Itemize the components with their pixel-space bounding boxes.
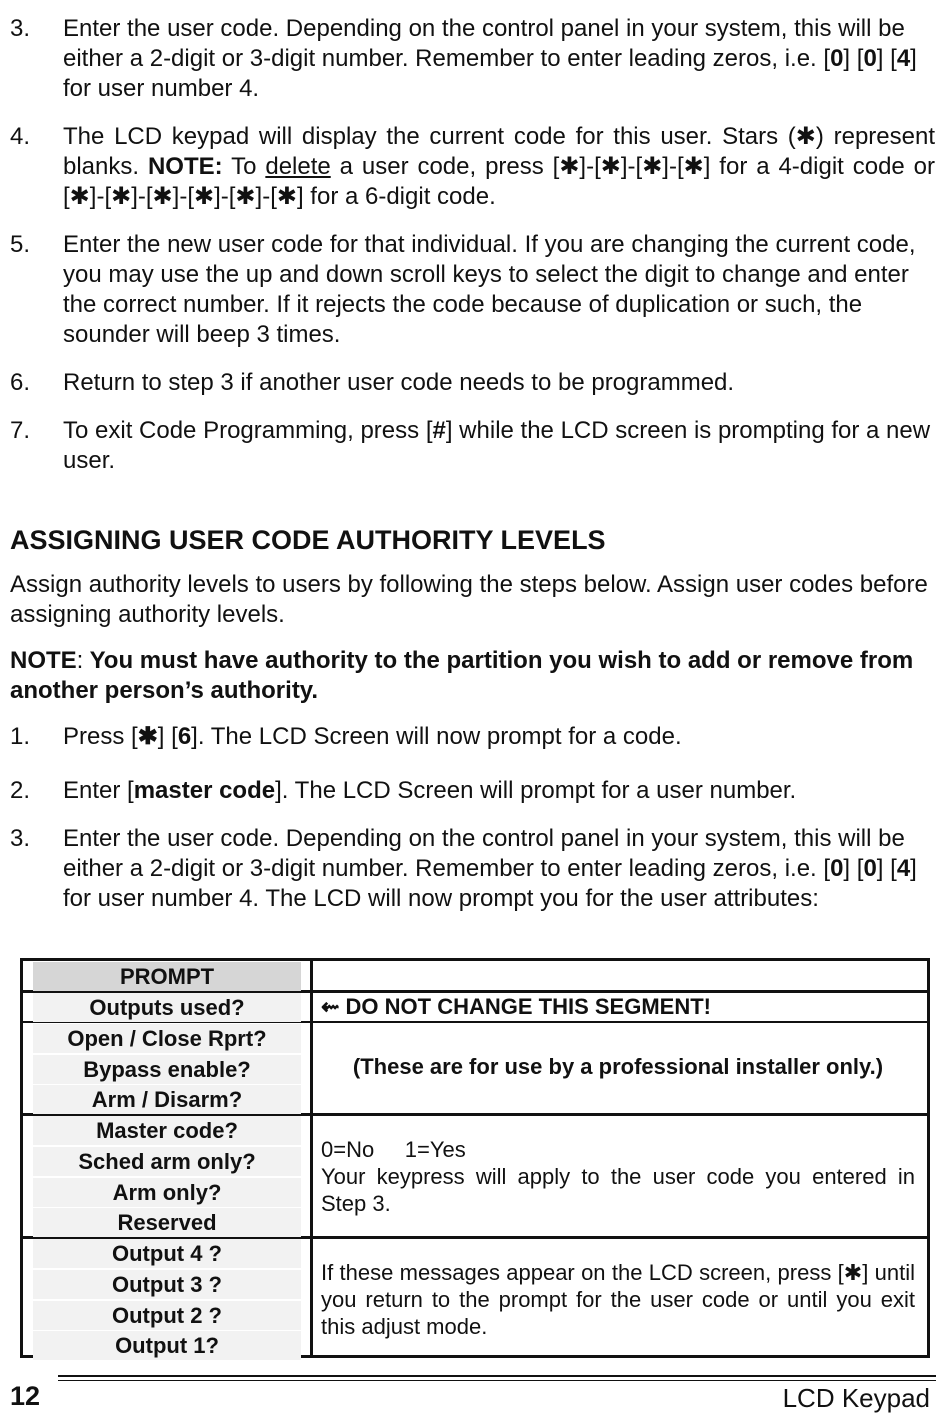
master-code-key: master code	[133, 777, 276, 804]
step-4-text-b: To	[222, 153, 266, 180]
step-text: Return to step 3 if another user code needs to be programmed.	[63, 369, 735, 396]
step-1-text-e: ]. The LCD Screen will now prompt for a code.	[191, 723, 682, 750]
section-heading: ASSIGNING USER CODE AUTHORITY LEVELS	[10, 525, 606, 555]
user-attributes-table	[20, 958, 930, 1358]
authority-note	[10, 646, 935, 706]
manual-page	[10, 14, 935, 932]
prompt-header: PROMPT	[33, 962, 301, 991]
delete-word: delete	[265, 153, 331, 180]
prompt-sched-arm: Sched arm only?	[33, 1147, 301, 1176]
step-2-text-a: Enter [	[63, 777, 134, 804]
page-footer-title: LCD Keypad	[782, 1383, 930, 1413]
step-number: 4.	[10, 123, 31, 150]
messages-note: If these messages appear on the LCD screen, press [✱] until you return to the prompt for the user code or until you exit this adjust mode.	[321, 1260, 915, 1339]
note-label: NOTE	[10, 647, 77, 674]
step-4-text-a: The LCD keypad will display the current code for this user. Stars (✱) represent blanks.	[63, 123, 935, 180]
step-6-top	[10, 368, 935, 398]
prompt-bypass: Bypass enable?	[33, 1055, 301, 1084]
step-1-text-c: ] [	[157, 723, 178, 750]
prompt-output-3: Output 3 ?	[33, 1270, 301, 1299]
step-2-text-c: ]. The LCD Screen will prompt for a user number.	[275, 777, 797, 804]
apply-note: Your keypress will apply to the user code you entered in Step 3.	[321, 1164, 915, 1216]
prompt-outputs-used: Outputs used?	[33, 993, 301, 1022]
prompt-open-close: Open / Close Rprt?	[33, 1024, 301, 1053]
prompt-reserved: Reserved	[33, 1208, 301, 1237]
step-number: 5.	[10, 231, 31, 258]
prompt-output-2: Output 2 ?	[33, 1301, 301, 1330]
step-text	[63, 122, 935, 212]
step-number: 6.	[10, 369, 31, 396]
warning-text: ⇜ DO NOT CHANGE THIS SEGMENT!	[321, 994, 711, 1019]
note-label: NOTE:	[147, 153, 223, 180]
step-number: 1.	[10, 723, 31, 750]
step-5-top	[10, 230, 935, 350]
yes-no-legend: 0=No 1=Yes	[321, 1137, 466, 1162]
note-text: You must have authority to the partition you wish to add or remove from another person’s authority.	[10, 647, 914, 704]
step-text: Enter the user code. Depending on the control panel in your system, this will be either a 2-digit or 3-digit number. Remember to enter leading zeros, i.e. [0] [0] [4] for user number 4. The LCD will now prompt you for the user attributes:	[63, 825, 917, 912]
installer-note: (These are for use by a professional installer only.)	[352, 1054, 884, 1079]
step-3-top	[10, 14, 935, 104]
section-intro: Assign authority levels to users by following the steps below. Assign user codes before assigning authority levels.	[10, 571, 928, 628]
step-text	[63, 722, 935, 752]
step-4-text-c: a user code, press [✱]-[✱]-[✱]-[✱] for a 4-digit code or [✱]-[✱]-[✱]-[✱]-[✱]-[✱] for a 6-digit code.	[63, 153, 936, 210]
footer-rule-thin	[58, 1380, 936, 1381]
step-text: To exit Code Programming, press [#] while the LCD screen is prompting for a new user.	[63, 417, 931, 474]
step-text	[63, 776, 935, 806]
prompt-arm-disarm: Arm / Disarm?	[33, 1085, 301, 1114]
note-colon: :	[76, 647, 84, 674]
prompt-output-1: Output 1?	[33, 1331, 301, 1360]
step-text: Enter the user code. Depending on the control panel in your system, this will be either a 2-digit or 3-digit number. Remember to enter leading zeros, i.e. [0] [0] [4] for user number 4.	[63, 15, 917, 102]
footer-rule	[58, 1375, 936, 1377]
step-2-bottom	[10, 776, 935, 806]
prompt-output-4: Output 4 ?	[33, 1239, 301, 1268]
star-key: ✱	[137, 723, 158, 750]
prompt-master-code: Master code?	[33, 1116, 301, 1145]
step-number: 2.	[10, 777, 31, 804]
six-key: 6	[177, 723, 192, 750]
step-4-top	[10, 122, 935, 212]
step-1-text-a: Press [	[63, 723, 138, 750]
prompt-arm-only: Arm only?	[33, 1178, 301, 1207]
step-3-bottom	[10, 824, 935, 914]
page-number: 12	[10, 1381, 41, 1411]
step-text: Enter the new user code for that individual. If you are changing the current code, you may use the up and down scroll keys to select the digit to change and enter the correct number. If it rejects the code because of duplication or such, the sounder will beep 3 times.	[63, 231, 916, 348]
step-number: 3.	[10, 15, 31, 42]
step-7-top	[10, 416, 935, 476]
step-number: 3.	[10, 825, 31, 852]
step-1-bottom	[10, 722, 935, 752]
step-number: 7.	[10, 417, 31, 444]
